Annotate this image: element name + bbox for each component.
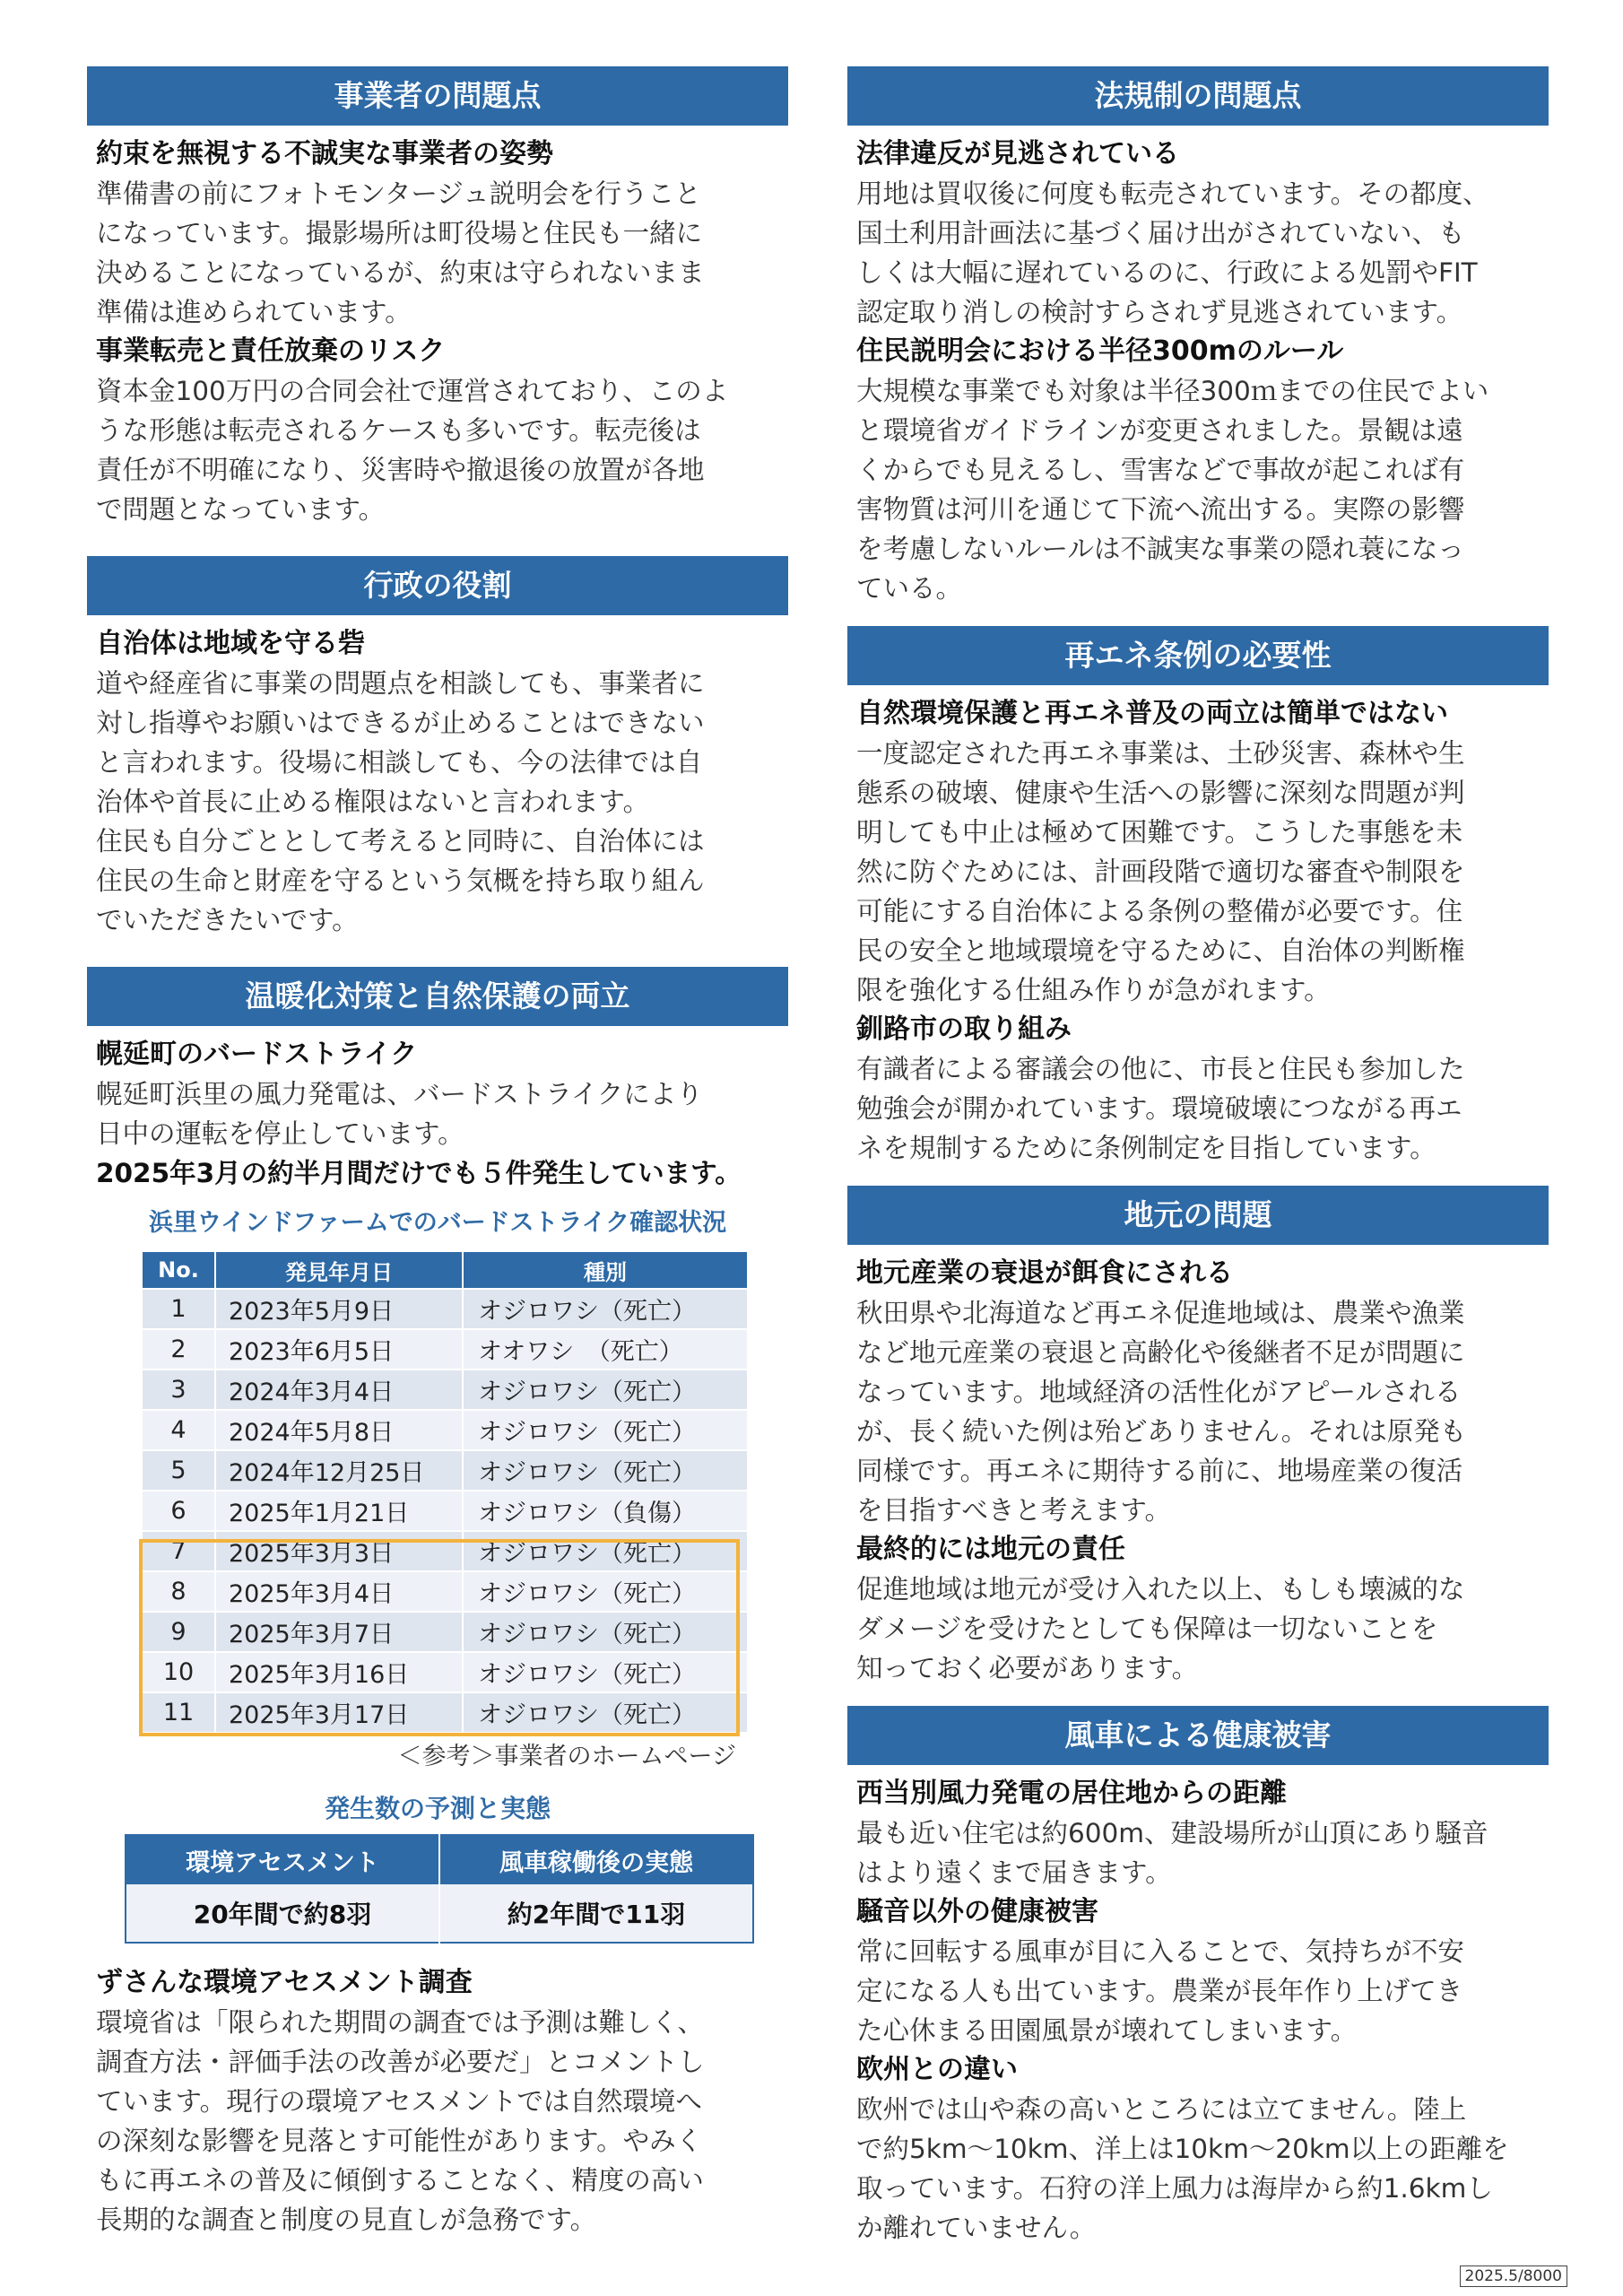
heading-law-violation: 法律違反が見逃されている bbox=[856, 138, 1179, 170]
table-row: 11 2025年3月17日 オジロワシ（死亡） bbox=[142, 1692, 748, 1733]
paragraph-local-responsibility: 促進地域は地元が受け入れた以上、もしも壊滅的な ダメージを受けたとしても保障は一切ないことを 知っておく必要があります。 bbox=[856, 1574, 1465, 1683]
right-column bbox=[847, 66, 1549, 2248]
table-row: 6 2025年1月21日 オジロワシ（負傷） bbox=[142, 1491, 748, 1531]
prediction-table bbox=[125, 1834, 754, 1944]
heading-europe-difference: 欧州との違い bbox=[856, 2054, 1018, 2085]
heading-bird-strike: 幌延町のバードストライク bbox=[96, 1039, 418, 1070]
section-header-warming-nature: 温暖化対策と自然保護の両立 bbox=[87, 967, 788, 1026]
print-run-stamp: 2025.5/8000 bbox=[1460, 2266, 1567, 2287]
paragraph-kushiro: 有識者による審議会の他に、市長と住民も参加した 勉強会が開かれています。環境破壊につながる再エ ネを規制するために条例制定を目指しています。 bbox=[856, 1054, 1465, 1163]
heading-broken-promise: 約束を無視する不誠実な事業者の姿勢 bbox=[96, 138, 553, 170]
paragraph-bird-strike: 幌延町浜里の風力発電は、バードストライクにより 日中の運転を停止しています。 bbox=[96, 1079, 703, 1149]
paragraph-300m-rule: 大規模な事業でも対象は半径300ｍまでの住民でよい と環境省ガイドラインが変更されました。景観は遠 くからでも見えるし、雪害などで事故が起これば有 害物質は河川を通じて下流へ流出する。実際の影響 を考慮しないルールは不誠実な事業の隠れ蓑になっ ている。 bbox=[856, 376, 1489, 604]
prediction-table-title: 発生数の予測と実態 bbox=[324, 1794, 551, 1823]
bird-strike-table bbox=[141, 1250, 749, 1734]
heading-resale-risk: 事業転売と責任放棄のリスク bbox=[96, 335, 446, 367]
paragraph-non-noise-damage: 常に回転する風車が目に入ることで、気持ちが不安 定になる人も出ています。農業が長年作り上げてき た心休まる田園風景が壊れてしまいます。 bbox=[856, 1936, 1464, 2046]
paragraph-broken-promise: 準備書の前にフォトモンタージュ説明会を行うこと になっています。撮影場所は町役場と住民も一緒に 決めることになっているが、約束は守られないまま 準備は進められています。 bbox=[96, 178, 705, 327]
heading-distance: 西当別風力発電の居住地からの距離 bbox=[856, 1778, 1287, 1809]
table-row: 2 2023年6月5日 オオワシ （死亡） bbox=[142, 1329, 748, 1370]
table-row: 8 2025年3月4日 オジロワシ（死亡） bbox=[142, 1571, 748, 1612]
table-row: 9 2025年3月7日 オジロワシ（死亡） bbox=[142, 1612, 748, 1652]
table-row: 4 2024年5月8日 オジロワシ（死亡） bbox=[142, 1410, 748, 1450]
table-reference-note: ＜参考＞事業者のホームページ bbox=[397, 1743, 736, 1770]
prediction-value-assessment: 20年間で約8羽 bbox=[126, 1884, 439, 1943]
paragraph-law-violation: 用地は買収後に何度も転売されています。その都度、 国土利用計画法に基づく届け出がされていない、も しくは大幅に遅れているのに、行政による処罰やFIT 認定取り消しの検討すらされず見逃されています。 bbox=[856, 178, 1489, 327]
heading-kushiro: 釧路市の取り組み bbox=[856, 1013, 1072, 1045]
prediction-header-actual: 風車稼働後の実態 bbox=[439, 1835, 753, 1884]
paragraph-sloppy-assessment: 環境省は「限られた期間の調査では予測は難しく、 調査方法・評価手法の改善が必要だ」とコメントし ています。現行の環境アセスメントでは自然環境へ の深刻な影響を見落とす可能性があります。やみく もに再エネの普及に傾倒することなく、精度の高い 長期的な調査と制度の見直しが急務です。 bbox=[96, 2007, 705, 2235]
table-row: 5 2024年12月25日 オジロワシ（死亡） bbox=[142, 1450, 748, 1491]
section-header-operator-issues: 事業者の問題点 bbox=[87, 66, 788, 126]
section-header-admin-role: 行政の役割 bbox=[87, 556, 788, 615]
heading-sloppy-assessment: ずさんな環境アセスメント調査 bbox=[96, 1967, 473, 1998]
table-row: 10 2025年3月16日 オジロワシ（死亡） bbox=[142, 1652, 748, 1692]
column-header-no: No. bbox=[142, 1251, 215, 1289]
heading-300m-rule: 住民説明会における半径300mのルール bbox=[856, 335, 1344, 367]
section-header-law-issues: 法規制の問題点 bbox=[847, 66, 1549, 126]
paragraph-local-industry: 秋田県や北海道など再エネ促進地域は、農業や漁業 など地元産業の衰退と高齢化や後継者不足が問題に なっています。地域経済の活性化がアピールされる が、長く続いた例は殆どありません。それは原発も 同様です。再エネに期待する前に、地場産業の復活 を目指すべきと考えます。 bbox=[856, 1298, 1467, 1526]
table-row: 1 2023年5月9日 オジロワシ（死亡） bbox=[142, 1289, 748, 1329]
paragraph-distance: 最も近い住宅は約600m、建設場所が山頂にあり騒音 はより遠くまで届きます。 bbox=[856, 1818, 1488, 1888]
bird-strike-table-wrapper bbox=[87, 1250, 788, 1734]
table-row: 7 2025年3月3日 オジロワシ（死亡） bbox=[142, 1531, 748, 1571]
heading-balance-difficult: 自然環境保護と再エネ普及の両立は簡単ではない bbox=[856, 698, 1448, 729]
prediction-header-assessment: 環境アセスメント bbox=[126, 1835, 439, 1884]
column-header-date: 発見年月日 bbox=[215, 1251, 463, 1289]
prediction-value-actual: 約2年間で11羽 bbox=[439, 1884, 753, 1943]
heading-municipality-fort: 自治体は地域を守る砦 bbox=[96, 628, 365, 659]
bird-strike-emphasis: 2025年3月の約半月間だけでも５件発生しています。 bbox=[96, 1158, 742, 1188]
left-column bbox=[87, 66, 788, 2239]
paragraph-resale-risk: 資本金100万円の合同会社で運営されており、このよ うな形態は転売されるケースも多いです。転売後は 責任が不明確になり、災害時や撤退後の放置が各地 で問題となっています。 bbox=[96, 376, 729, 525]
heading-local-responsibility: 最終的には地元の責任 bbox=[856, 1534, 1125, 1565]
heading-non-noise-damage: 騒音以外の健康被害 bbox=[856, 1896, 1098, 1927]
column-header-kind: 種別 bbox=[463, 1251, 748, 1289]
bird-strike-table-title: 浜里ウインドファームでのバードストライク確認状況 bbox=[148, 1209, 727, 1237]
heading-local-industry: 地元産業の衰退が餌食にされる bbox=[856, 1257, 1233, 1289]
paragraph-balance-difficult: 一度認定された再エネ事業は、土砂災害、森林や生 態系の破壊、健康や生活への影響に深刻な問題が判 明しても中止は極めて困難です。こうした事態を未 然に防ぐためには、計画段階で適切な審査や制限を 可能にする自治体による条例の整備が必要です。住 民の安全と地域環境を守るために、自治体の判断権 限を強化する仕組み作りが急がれます。 bbox=[856, 738, 1465, 1005]
paragraph-municipality-fort: 道や経産省に事業の問題点を相談しても、事業者に 対し指導やお願いはできるが止めることはできない と言われます。役場に相談しても、今の法律では自 治体や首長に止める権限はないと言われます。 住民も自分ごととして考えると同時に、自治体には 住民の生命と財産を守るという気概を持ち取り組ん でいただきたいです。 bbox=[96, 668, 705, 935]
table-row: 3 2024年3月4日 オジロワシ（死亡） bbox=[142, 1370, 748, 1410]
paragraph-europe-difference: 欧州では山や森の高いところには立てません。陸上 で約5km～10km、洋上は10km～20km以上の距離を 取っています。石狩の洋上風力は海岸から約1.6kmし か離れていません。 bbox=[856, 2094, 1509, 2243]
section-header-local-issues: 地元の問題 bbox=[847, 1186, 1549, 1245]
section-header-ordinance-need: 再エネ条例の必要性 bbox=[847, 626, 1549, 685]
section-header-health-damage: 風車による健康被害 bbox=[847, 1706, 1549, 1765]
table-header-row bbox=[142, 1251, 748, 1289]
